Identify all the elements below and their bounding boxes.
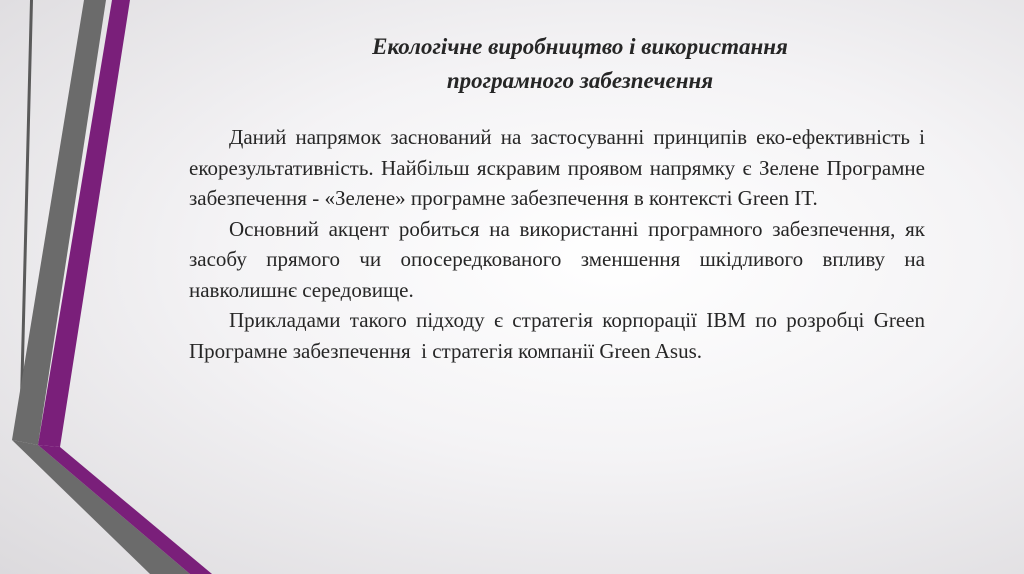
paragraph-examples: Прикладами такого підходу є стратегія корпорації IBM по розробці Green Програмне забезпечення і стратегія компанії Green Asus. (189, 308, 931, 363)
decor-diagonal-purple (38, 445, 212, 574)
slide-title (270, 30, 890, 98)
decor-diagonal-gray (12, 440, 190, 574)
slide-body (189, 122, 931, 366)
slide-title-line-1: Екологічне виробництво і використання (372, 34, 788, 59)
slide-title-line-2: програмного забезпечення (446, 68, 714, 93)
paragraph-green-software: Даний напрямок заснований на застосуванні принципів еко-ефективність і екорезультативність. Найбільш яскравим проявом напрямку є Зелене Програмне забезпечення - «Зелене» програмне забезпечення в контексті Green IT. (189, 125, 925, 210)
paragraph-main-focus: Основний акцент робиться на використанні програмного забезпечення, як засобу прямого чи опосередкованого зменшення шкідливого впливу на навколишнє середовище. (189, 216, 925, 302)
